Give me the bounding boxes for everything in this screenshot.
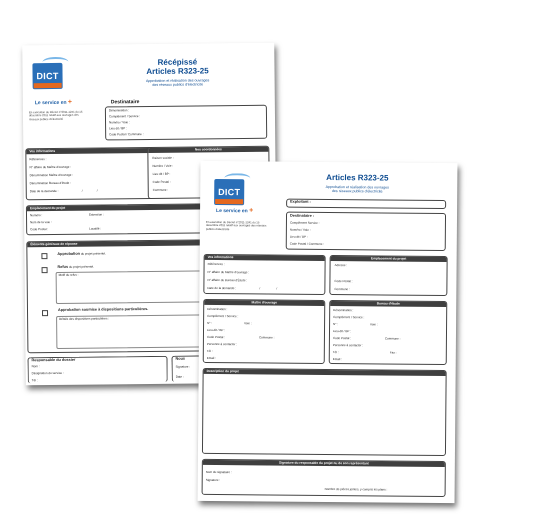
emplacement-field: Numéro :	[29, 213, 43, 218]
nos-coordonnees-heading: Nos coordonnées	[148, 147, 268, 153]
destinataire-box	[105, 105, 267, 141]
coord-field: Commune :	[152, 187, 169, 192]
signature-box	[202, 459, 446, 497]
description-box[interactable]	[202, 368, 447, 456]
info-field: Références :	[29, 157, 47, 162]
exploitant-box	[286, 199, 446, 209]
elements-heading: Éléments généraux de réponse	[27, 240, 269, 248]
emplacement-heading: Emplacement du projet	[331, 256, 447, 262]
responsable-field: Tél :	[31, 378, 38, 383]
subtitle-line-2: des réseaux publics d'électricité	[331, 189, 383, 194]
page-title	[102, 57, 252, 77]
coord-field: Numéro / Voie :	[152, 163, 174, 168]
maitre-field: Lieu-dit / BP :	[206, 327, 225, 333]
maitre-field: Tél :	[206, 348, 213, 353]
logo-text: DICT	[36, 70, 59, 82]
logo-band	[34, 83, 62, 88]
service-label: Le service en	[216, 208, 248, 215]
date-separator: /	[276, 286, 278, 291]
bureau-field: Dénomination :	[333, 308, 354, 313]
bureau-field: Email :	[332, 357, 342, 362]
title-line-2: Articles R323-25	[146, 66, 209, 77]
emplacement-field: Code Postal :	[334, 279, 353, 284]
subtitle-line-1: Approbation et réalisation des ouvrages	[145, 78, 210, 84]
dispositions-detail-label: Détails des dispositions particulières :	[59, 316, 110, 321]
service-tagline	[216, 207, 253, 214]
maitre-field: Complément / Service :	[207, 313, 239, 319]
info-field: Références :	[207, 261, 225, 267]
destinataire-box	[286, 212, 446, 251]
description-heading: Description du projet	[204, 369, 446, 376]
page-subtitle	[282, 185, 432, 195]
logo-swoosh-icon	[224, 173, 250, 183]
date-separator: /	[81, 188, 83, 193]
refus-checkbox[interactable]	[42, 267, 48, 273]
page-subtitle	[103, 78, 253, 88]
emplacement-box	[329, 255, 447, 296]
decree-text: En exécution du Décret n°2011-1241 du 15 décembre 2011 relatif aux ouvrages des réseaux publics d'électricité	[28, 109, 83, 122]
maitre-field: Personne à contacter :	[206, 341, 238, 347]
emplacement-heading: Emplacement du projet	[27, 204, 269, 212]
emplacement-field: Nom de la voie :	[30, 220, 52, 225]
info-field: Dénomination Bureau d'étude :	[29, 180, 71, 186]
bureau-field: Lieu-dit / BP :	[332, 329, 351, 334]
coord-field: Raison sociale :	[152, 155, 174, 160]
responsable-box	[27, 356, 167, 383]
emplacement-field: Commune :	[334, 287, 350, 292]
service-label: Le service en	[34, 99, 67, 107]
bureau-fax: Fax :	[389, 350, 397, 355]
dict-logo	[32, 63, 62, 89]
maitre-ouvrage-box	[203, 299, 326, 364]
maitre-field: Email :	[206, 355, 216, 361]
maitre-field: N° :	[207, 320, 213, 325]
refus-rest: du projet présenté.	[68, 264, 94, 269]
pieces-jointes-label: Nombre de pièces jointes, y compris les plans :	[324, 486, 388, 492]
approbation-rest: du projet présenté.	[79, 251, 106, 256]
exploitant-label: Exploitant :	[290, 199, 311, 204]
destinataire-field: Dénomination :	[108, 108, 130, 113]
destinataire-field: Code Postal / Commune :	[289, 241, 325, 246]
signature-heading: Signature du responsable du projet ou de son représentant	[203, 460, 445, 467]
destinataire-heading: Destinataire :	[289, 213, 315, 218]
bureau-etude-heading: Bureau d'étude	[330, 301, 446, 307]
responsable-field: Nom :	[31, 364, 40, 369]
info-field: N° affaire du Maître d'ouvrage :	[29, 164, 72, 170]
decree-text: En exécution du Décret n°2011-1241 du 15 décembre 2011 relatif aux ouvrages des réseaux publics d'électricité	[205, 219, 267, 231]
coord-field: Code Postal :	[152, 179, 171, 184]
plus-icon: +	[249, 207, 254, 215]
signature-field: Nom du signataire :	[205, 469, 232, 475]
maitre-field: Dénomination :	[207, 306, 228, 312]
approbation-checkbox[interactable]	[41, 253, 47, 259]
vos-informations-heading: Vos informations	[26, 148, 152, 154]
plus-icon: +	[67, 98, 73, 106]
bureau-field: Tél :	[332, 350, 339, 355]
coord-field: Lieu dit / BP :	[152, 171, 171, 176]
approbation-bold: Approbation	[57, 251, 81, 256]
bureau-commune: Commune :	[384, 336, 401, 341]
bureau-etude-box	[329, 300, 448, 365]
vos-informations-heading: Vos informations	[205, 255, 325, 261]
title-line-1: Récépissé	[157, 57, 198, 67]
logo-text: DICT	[218, 187, 241, 198]
destinataire-field: Lieu dit / BP :	[109, 126, 127, 131]
destinataire-heading: Destinataire	[110, 99, 140, 106]
signature-field: Signature :	[205, 477, 221, 483]
info-field: Dénomination Maître d'ouvrage :	[29, 172, 74, 178]
destinataire-field: Code Postal / Commune :	[109, 132, 144, 137]
date-separator: /	[96, 188, 98, 193]
info-field: N° affaire du Bureau d'Étude :	[207, 277, 248, 283]
info-field: Date de la demande :	[29, 188, 59, 194]
maitre-field: Code Postal :	[206, 334, 225, 340]
vos-informations-box	[203, 254, 325, 295]
bureau-voie: Voie :	[370, 322, 378, 327]
refus-label	[58, 266, 94, 270]
nous-field: Date :	[175, 374, 184, 379]
bureau-field: N° :	[333, 322, 339, 327]
refus-bold: Refus	[57, 264, 69, 269]
subtitle-line-1: Approbation et réalisation des ouvrages	[325, 184, 389, 190]
destinataire-field: Complément Service :	[289, 220, 320, 225]
date-separator: /	[259, 286, 261, 291]
service-tagline	[35, 99, 72, 106]
destinataire-field: Complément / Service :	[108, 114, 141, 119]
approbation-label	[57, 252, 105, 256]
dict-document-front	[198, 161, 458, 503]
nous-field: Signature :	[175, 364, 191, 369]
bureau-field: Code Postal :	[332, 336, 351, 341]
logo-band	[215, 199, 243, 204]
bureau-field: Personne à contacter :	[332, 343, 364, 348]
destinataire-field: Numéro / Voie :	[109, 120, 130, 125]
page-title: Articles R323-25	[326, 172, 389, 183]
subtitle-line-2: des réseaux publics d'électricité	[152, 82, 203, 88]
nous-heading: Nous	[175, 356, 186, 361]
dispositions-checkbox[interactable]	[42, 310, 48, 316]
emplacement-field: Adresse :	[334, 263, 348, 268]
destinataire-field: Lieu dit / BP :	[289, 234, 308, 239]
vos-informations-box	[25, 147, 154, 200]
emplacement-localite: Localité :	[89, 226, 102, 231]
logo-swoosh-icon	[42, 57, 68, 67]
maitre-voie: Voie :	[244, 321, 252, 326]
emplacement-field: Code Postal :	[30, 227, 49, 232]
emplacement-extension: Extension :	[88, 212, 104, 217]
maitre-commune: Commune :	[258, 335, 275, 340]
destinataire-field: Numéro / Voie :	[289, 227, 311, 232]
motif-label: Motif du refus :	[58, 272, 79, 277]
dispositions-label: Approbation soumise à dispositions particulières.	[57, 307, 149, 312]
responsable-field: Désignation du service :	[31, 370, 64, 376]
dict-logo	[214, 179, 244, 205]
info-field: Date de la demande :	[207, 285, 237, 291]
responsable-heading: Responsable du dossier	[31, 357, 76, 363]
bureau-field: Complément / Service :	[333, 315, 365, 320]
info-field: N° affaire du Maître d'ouvrage :	[207, 269, 250, 275]
maitre-ouvrage-heading: Maître d'ouvrage	[204, 300, 324, 306]
